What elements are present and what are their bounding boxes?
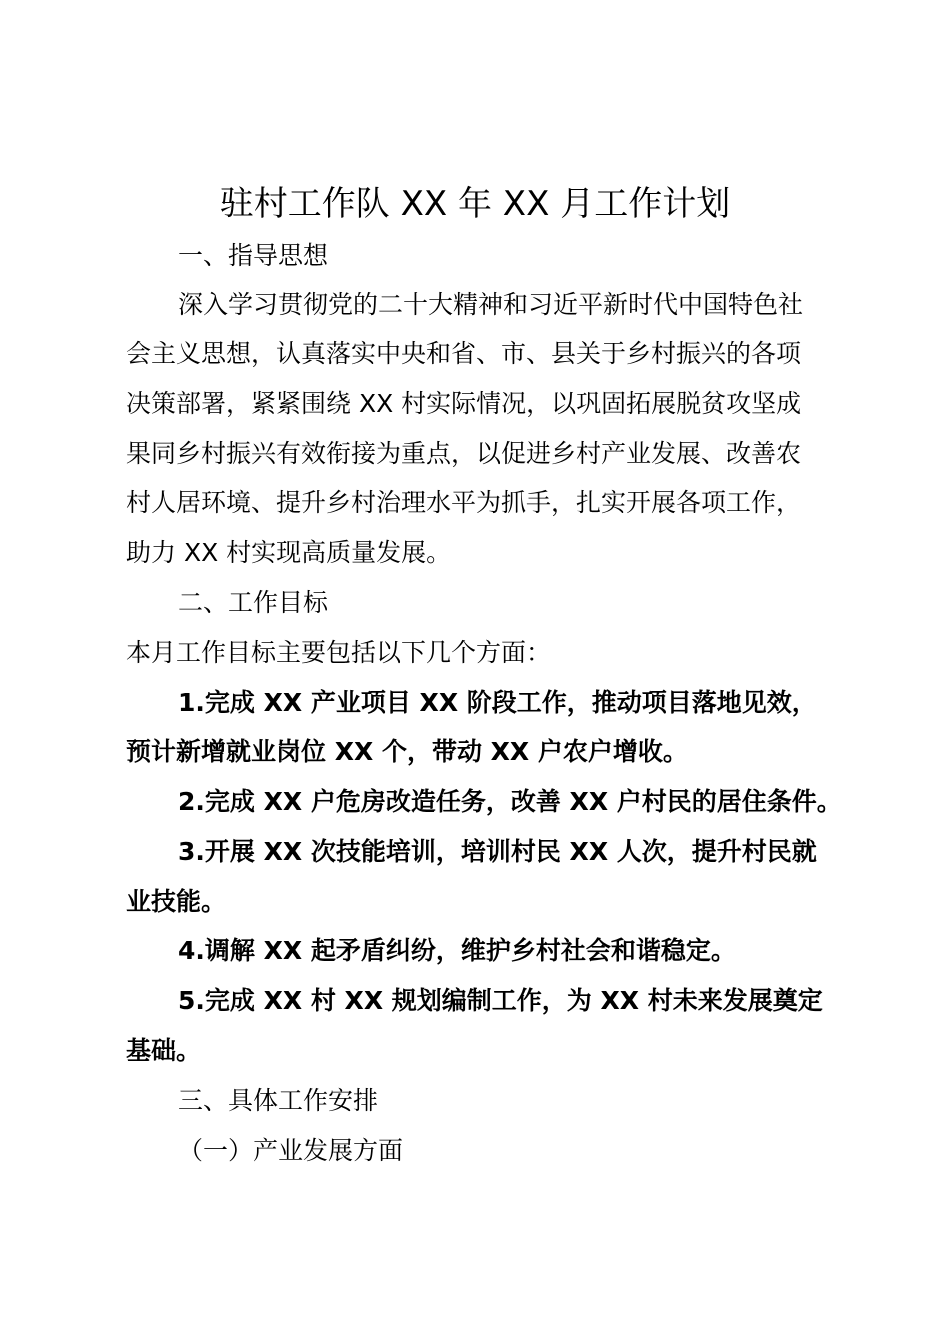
section-heading-work-arrangements: 三、具体工作安排: [178, 1086, 379, 1115]
goal-line: 基础。: [126, 1036, 202, 1065]
paragraph-line: 助力 XX 村实现高质量发展。: [126, 538, 452, 567]
paragraph-line: 深入学习贯彻党的二十大精神和习近平新时代中国特色社: [178, 290, 804, 319]
goal-line: 5.完成 XX 村 XX 规划编制工作，为 XX 村未来发展奠定: [178, 986, 823, 1015]
goal-line: 预计新增就业岗位 XX 个，带动 XX 户农户增收。: [126, 737, 688, 766]
goal-line: 4.调解 XX 起矛盾纠纷，维护乡村社会和谐稳定。: [178, 936, 736, 965]
goal-line: 业技能。: [126, 887, 227, 916]
paragraph-line: 决策部署，紧紧围绕 XX 村实际情况，以巩固拓展脱贫攻坚成: [126, 389, 802, 418]
paragraph-line: 会主义思想，认真落实中央和省、市、县关于乡村振兴的各项: [126, 339, 802, 368]
goal-line: 2.完成 XX 户危房改造任务，改善 XX 户村民的居住条件。: [178, 787, 842, 816]
goals-intro: 本月工作目标主要包括以下几个方面：: [126, 638, 552, 667]
goal-line: 3.开展 XX 次技能培训，培训村民 XX 人次，提升村民就: [178, 837, 817, 866]
document-title: 驻村工作队 XX 年 XX 月工作计划: [219, 184, 731, 224]
paragraph-line: 村人居环境、提升乡村治理水平为抓手，扎实开展各项工作，: [126, 488, 802, 517]
subsection-heading-industry: （一）产业发展方面: [178, 1136, 404, 1165]
goal-line: 1.完成 XX 产业项目 XX 阶段工作，推动项目落地见效，: [178, 688, 817, 717]
section-heading-work-goals: 二、工作目标: [178, 588, 329, 617]
paragraph-line: 果同乡村振兴有效衔接为重点，以促进乡村产业发展、改善农: [126, 439, 802, 468]
section-heading-guiding-ideology: 一、指导思想: [178, 241, 329, 270]
